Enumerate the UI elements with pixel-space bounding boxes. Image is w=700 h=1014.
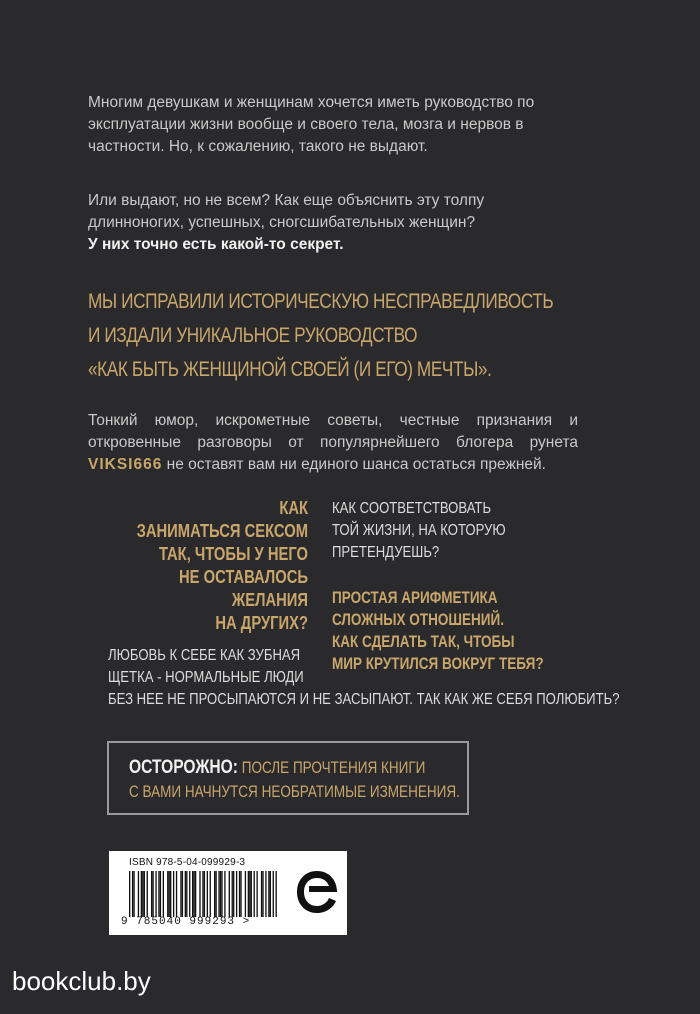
- publisher-logo-panel: [287, 851, 347, 935]
- barcode-digits: 9 785040 999293 >: [121, 916, 251, 928]
- question-right-line: ТОЙ ЖИЗНИ, НА КОТОРУЮ: [332, 522, 506, 539]
- warning-lead: ОСТОРОЖНО:: [129, 757, 238, 778]
- self-love-line: БЕЗ НЕЕ НЕ ПРОСЫПАЮТСЯ И НЕ ЗАСЫПАЮТ. ТАК КАК ЖЕ СЕБЯ ПОЛЮБИТЬ?: [108, 691, 620, 708]
- description-paragraph: [88, 410, 578, 476]
- self-love-text: [108, 645, 700, 711]
- self-love-line: ЛЮБОВЬ К СЕБЕ КАК ЗУБНАЯ: [108, 647, 301, 664]
- barcode-icon: [129, 871, 277, 917]
- question-left-line: НА ДРУГИХ?: [215, 613, 308, 633]
- barcode-panel: [109, 851, 287, 935]
- question-left-line: КАК: [279, 498, 308, 518]
- question-right-line: КАК СООТВЕТСТВОВАТЬ: [332, 500, 492, 517]
- description-after: не оставят вам ни единого шанса остаться прежней.: [162, 456, 546, 473]
- description-before: Тонкий юмор, искрометные советы, честные признания и откровенные разговоры от популярнейшего блогера рунета: [88, 412, 578, 451]
- headline-line-3: «КАК БЫТЬ ЖЕНЩИНОЙ СВОЕЙ (И ЕГО) МЕЧТЫ».: [88, 358, 492, 381]
- warning-line-2: С ВАМИ НАЧНУТСЯ НЕОБРАТИМЫЕ ИЗМЕНЕНИЯ.: [129, 783, 460, 801]
- question-left-line: ЖЕЛАНИЯ: [231, 590, 308, 610]
- question-right-2-line: ПРОСТАЯ АРИФМЕТИКА: [332, 589, 498, 607]
- question-left-line: ЗАНИМАТЬСЯ СЕКСОМ: [136, 521, 308, 541]
- eksmo-logo-icon: [293, 867, 341, 917]
- question-right: [332, 498, 544, 564]
- question-left-line: НЕ ОСТАВАЛОСЬ: [179, 567, 308, 587]
- self-love-line: ЩЕТКА - НОРМАЛЬНЫЕ ЛЮДИ: [108, 669, 304, 686]
- question-right-2-line: МИР КРУТИЛСЯ ВОКРУГ ТЕБЯ?: [332, 655, 544, 673]
- isbn-text: ISBN 978-5-04-099929-3: [129, 857, 246, 868]
- question-left-line: ТАК, ЧТОБЫ У НЕГО: [158, 544, 308, 564]
- watermark: bookclub.by: [12, 966, 151, 996]
- question-right-2-line: СЛОЖНЫХ ОТНОШЕНИЙ.: [332, 611, 504, 629]
- secret-line: У них точно есть какой-то секрет.: [88, 236, 344, 253]
- warning-line-1: [129, 756, 425, 780]
- headline-line-1: МЫ ИСПРАВИЛИ ИСТОРИЧЕСКУЮ НЕСПРАВЕДЛИВОСТЬ: [88, 290, 554, 313]
- warning-box: [107, 741, 469, 815]
- question-right-2-line: КАК СДЕЛАТЬ ТАК, ЧТОБЫ: [332, 633, 515, 651]
- question-right-line: ПРЕТЕНДУЕШЬ?: [332, 544, 440, 561]
- intro-paragraph-2-text: Или выдают, но не всем? Как еще объяснить эту толпу длинноногих, успешных, сногсшибательных женщин?: [88, 192, 485, 231]
- headline-line-2: И ИЗДАЛИ УНИКАЛЬНОЕ РУКОВОДСТВО: [88, 324, 418, 347]
- headline: [88, 285, 554, 387]
- warning-rest-1: ПОСЛЕ ПРОЧТЕНИЯ КНИГИ: [237, 759, 426, 777]
- blogger-name: VIKSI666: [88, 456, 163, 473]
- question-left: [60, 497, 308, 635]
- intro-paragraph-2: [88, 190, 578, 256]
- intro-paragraph-1: Многим девушкам и женщинам хочется иметь руководство по эксплуатации жизни вообще и своего тела, мозга и нервов в частности. Но, к сожалению, такого не выдают.: [88, 94, 535, 155]
